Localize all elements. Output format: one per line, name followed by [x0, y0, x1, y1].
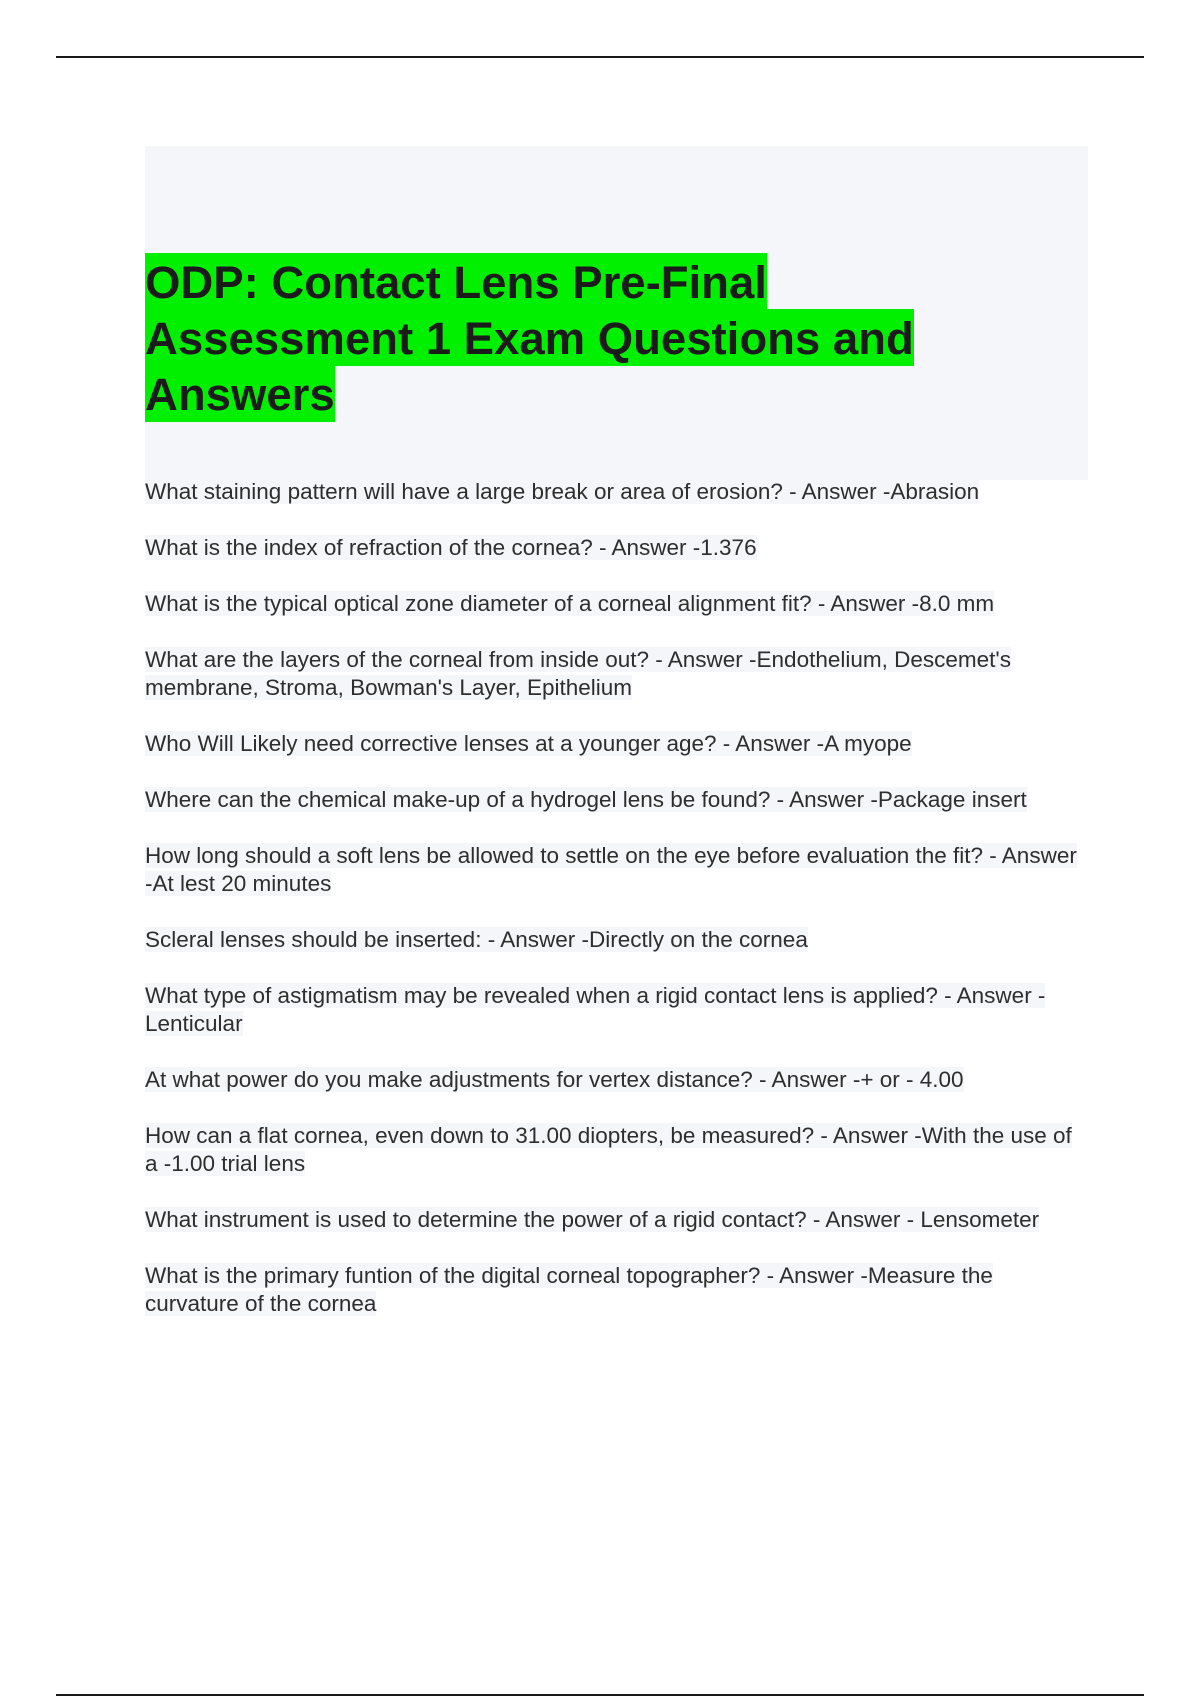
qa-item — [145, 786, 1090, 814]
qa-text: What is the typical optical zone diameter of a corneal alignment fit? - Answer -8.0 mm — [145, 591, 995, 616]
qa-text: How can a flat cornea, even down to 31.00 diopters, be measured? - Answer -With the use of a -1.00 trial lens — [145, 1123, 1072, 1176]
qa-item — [145, 982, 1090, 1038]
qa-text: What are the layers of the corneal from inside out? - Answer -Endothelium, Descemet's membrane, Stroma, Bowman's Layer, Epithelium — [145, 647, 1011, 700]
bottom-rule — [56, 1694, 1144, 1696]
qa-item — [145, 842, 1090, 898]
qa-item — [145, 646, 1090, 702]
qa-text: What instrument is used to determine the power of a rigid contact? - Answer - Lensometer — [145, 1207, 1040, 1232]
qa-list — [145, 478, 1090, 1346]
qa-text: Where can the chemical make-up of a hydrogel lens be found? - Answer -Package insert — [145, 787, 1027, 812]
qa-item — [145, 478, 1090, 506]
document-title — [145, 255, 1045, 423]
qa-item — [145, 590, 1090, 618]
document-title-text: ODP: Contact Lens Pre-Final Assessment 1 Exam Questions and Answers — [145, 253, 914, 422]
qa-text: Scleral lenses should be inserted: - Answer -Directly on the cornea — [145, 927, 808, 952]
qa-item — [145, 1066, 1090, 1094]
qa-item — [145, 1122, 1090, 1178]
qa-item — [145, 1262, 1090, 1318]
qa-item — [145, 1206, 1090, 1234]
qa-text: Who Will Likely need corrective lenses at a younger age? - Answer -A myope — [145, 731, 912, 756]
qa-text: What staining pattern will have a large break or area of erosion? - Answer -Abrasion — [145, 479, 980, 504]
top-rule — [56, 56, 1144, 58]
qa-text: What type of astigmatism may be revealed when a rigid contact lens is applied? - Answer -Lenticular — [145, 983, 1046, 1036]
qa-item — [145, 534, 1090, 562]
qa-text: What is the index of refraction of the cornea? - Answer -1.376 — [145, 535, 757, 560]
qa-text: How long should a soft lens be allowed to settle on the eye before evaluation the fit? - Answer -At lest 20 minutes — [145, 843, 1077, 896]
qa-item — [145, 730, 1090, 758]
qa-text: At what power do you make adjustments for vertex distance? - Answer -+ or - 4.00 — [145, 1067, 964, 1092]
qa-text: What is the primary funtion of the digital corneal topographer? - Answer -Measure the curvature of the cornea — [145, 1263, 993, 1316]
qa-item — [145, 926, 1090, 954]
